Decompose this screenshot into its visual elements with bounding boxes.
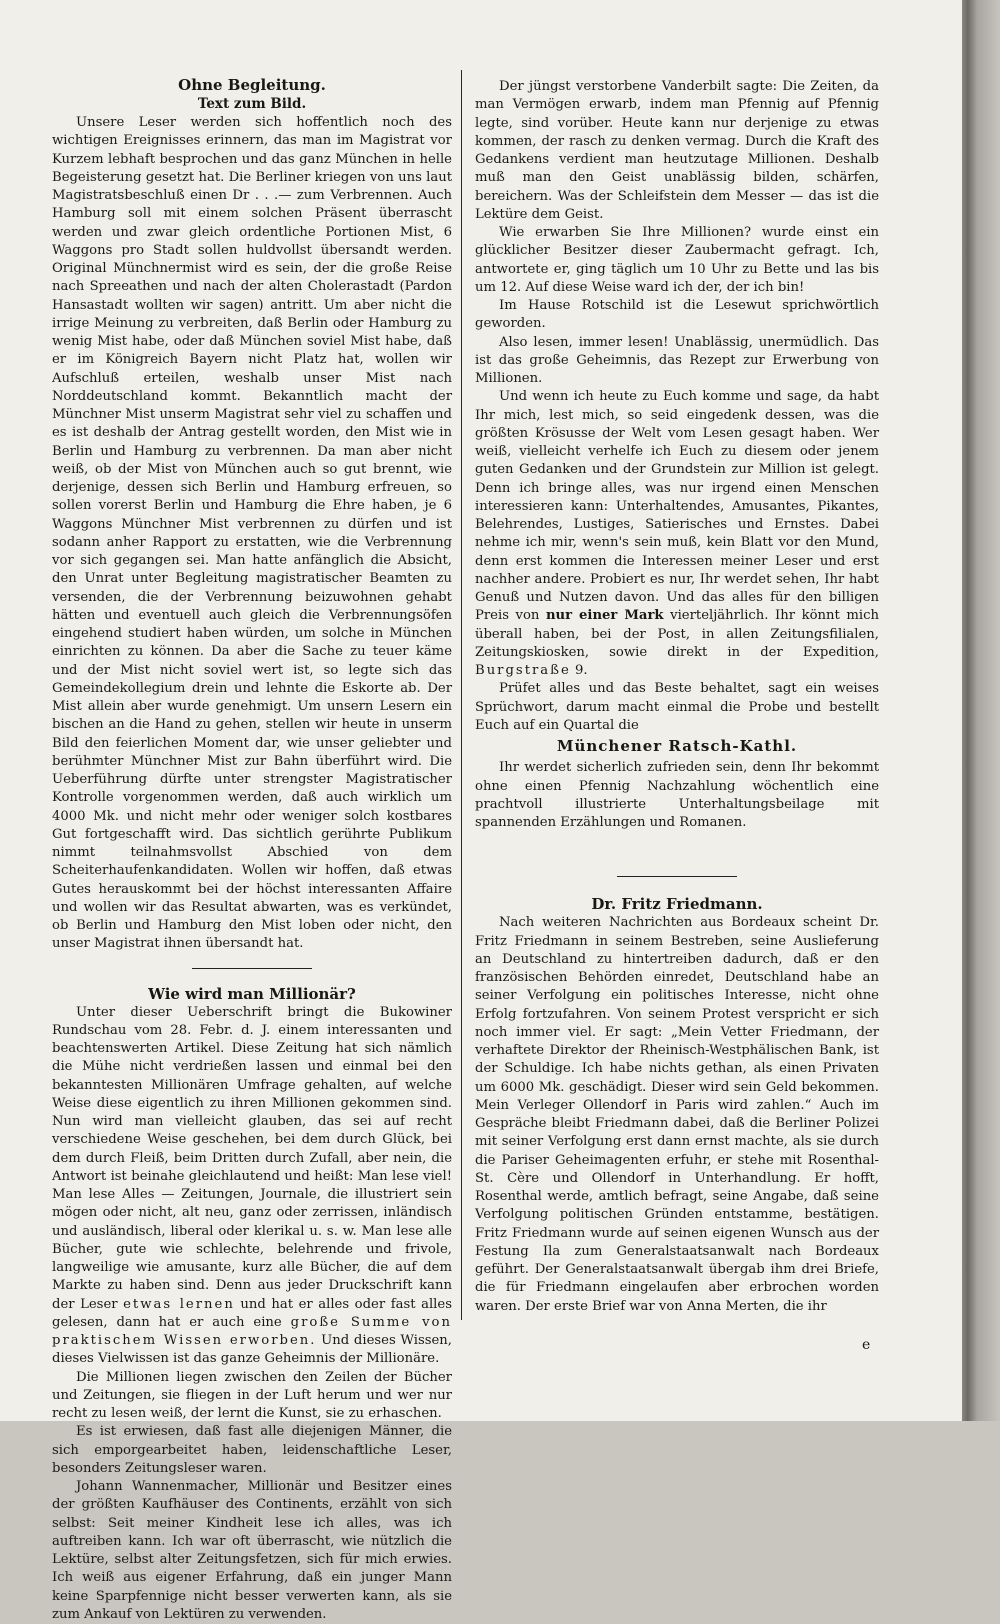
column-divider — [461, 70, 462, 1320]
millionaer-paragraph-8: Also lesen, immer lesen! Unablässig, unermüdlich. Das ist das große Geheimnis, das Rezept zur Erwerbung von Millionen. — [475, 334, 879, 386]
catchword: e — [862, 1337, 871, 1353]
article-body-friedmann: Nach weiteren Nachrichten aus Bordeaux scheint Dr. Fritz Friedmann in seinem Bestreben, seine Auslieferung an Deutschland zu hintertreiben dadurch, daß er den französischen Behörden einredet, Deutschland habe an seiner Verfolgung ein politisches Interesse, nicht ohne Erfolg fortzufahren. Von seinem Protest verspricht er sich noch immer viel. Er sagt: „Mein Vetter Friedmann, der verhaftete Direktor der Rheinisch-Westphälischen Bank, ist der Schuldige. Ich habe nichts gethan, als einen Privaten um 6000 Mk. geschädigt. Dieser wird sein Geld bekommen. Mein Verleger Ollendorf in Paris wird zahlen.“ Auch im Gespräche bleibt Friedmann dabei, daß die Berliner Polizei mit seiner Verfolgung erst dann ernst machte, als sie durch die Pariser Geheimagenten erfuhr, er stehe mit Rosenthal-St. Cère und Ollendorf in Unterhandlung. Er hofft, Rosenthal werde, amtlich befragt, seine Angabe, daß seine Verfolgung politischen Gründen entstamme, bestätigen. Fritz Friedmann wurde auf seinen eigenen Wunsch aus der Festung Ila zum Generalstaatsanwalt nach Bordeaux geführt. Der Generalstaatsanwalt übergab ihm drei Briefe, die für Friedmann eingelaufen aber erbrochen worden waren. Der erste Brief war von Anna Merten, die ihr — [475, 915, 879, 1314]
millionaer-paragraph-3: Es ist erwiesen, daß fast alle diejenigen Männer, die sich emporgearbeitet haben, leidenschaftliche Leser, besonders Zeitungsleser waren. — [52, 1424, 452, 1476]
article-title-ohne-begleitung: Ohne Begleitung. — [178, 76, 326, 94]
article-body-ohne-begleitung: Unsere Leser werden sich hoffentlich noch des wichtigen Ereignisses erinnern, das man im Magistrat vor Kurzem lebhaft besprochen und das ganz München in helle Begeisterung gesetzt hat. Die Berliner kriegen von uns laut Magistratsbeschluß einen Dr . . .— zum Verbrennen. Auch Hamburg soll mit einem solchen Präsent überrascht werden und zwar gleich ordentliche Portionen Mist, 6 Waggons pro Stadt sollen huldvollst übersandt werden. Original Münchnermist wird es sein, der die große Reise nach Spreeathen und nach der alten Cholerastadt (Pardon Hansastadt wollten wir sagen) antritt. Um aber nicht die irrige Meinung zu verbreiten, daß Berlin oder Hamburg zu wenig Mist habe, oder daß München soviel Mist habe, daß er im Königreich Bayern nicht Platz hat, wollen wir Aufschluß erteilen, weshalb unser Mist nach Norddeutschland kommt. Bekanntlich macht der Münchner Mist unserm Magistrat sehr viel zu schaffen und es ist deshalb der Antrag gestellt worden, den Mist wie in Berlin und Hamburg zu verbrennen. Da man aber nicht weiß, ob der Mist von München auch so gut brennt, wie derjenige, dessen sich Berlin und Hamburg erfreuen, so sollen vorerst Berlin und Hamburg die Ehre haben, je 6 Waggons Münchner Mist verbrennen zu dürfen und ist sodann anher Rapport zu erstatten, wie die Verbrennung vor sich gegangen sei. Man hatte anfänglich die Absicht, den Unrat unter Begleitung magistratischer Beamten zu versenden, die der Verbrennung beizuwohnen gehabt hätten und eventuell auch gleich die Verbrennungsöfen eingehend studiert haben würden, um solche in München einrichten zu können. Da aber die Sache zu teuer käme und der Mist nicht soviel wert ist, so legte sich das Gemeindekollegium drein und lehnte die Eskorte ab. Der Mist allein aber wurde genehmigt. Um unsern Lesern ein bischen an die Hand zu gehen, stellen wir heute in unserm Bild den feierlichen Moment dar, wie unser geliebter und berühmter Münchner Mist zur Bahn überführt wird. Die Ueberführung dürfte unter strengster Magistratischer Kontrolle vorgenommen werden, daß auch wirklich um 4000 Mk. und nicht mehr oder weniger solch kostbares Gut fortgeschafft wird. Das sichtlich gerührte Publikum nimmt teilnahmsvollst Abschied von dem Scheiterhaufenkandidaten. Wollen wir hoffen, daß etwas Gutes herauskommt bei der höchst interessanten Affaire und wollen wir das Resultat abwarten, was es verkündet, ob Berlin und Hamburg den Mist loben oder nicht, den unser Magistrat ihnen übersandt hat. — [52, 115, 452, 952]
article-title-millionaer: Wie wird man Millionär? — [148, 984, 356, 1003]
millionaer-paragraph-2: Die Millionen liegen zwischen den Zeilen der Bücher und Zeitungen, sie fliegen in der Luft herum und wer nur recht zu lesen weiß, der lernt die Kunst, sie zu erhaschen. — [52, 1369, 452, 1421]
right-column — [475, 78, 879, 1316]
millionaer-paragraph-7: Im Hause Rotschild ist die Lesewut sprichwörtlich geworden. — [475, 298, 879, 332]
millionaer-paragraph-11: Ihr werdet sicherlich zufrieden sein, denn Ihr bekommt ohne einen Pfennig Nachzahlung wöchentlich eine prachtvoll illustrierte Unterhaltungsbeilage mit spannenden Erzählungen und Romanen. — [475, 760, 879, 830]
page-edge-shadow — [962, 0, 1000, 1421]
left-column — [52, 76, 452, 1622]
article-title-friedmann: Dr. Fritz Friedmann. — [591, 895, 763, 914]
millionaer-paragraph-9: Und wenn ich heute zu Euch komme und sage, da habt Ihr mich, lest mich, so seid eingedenk dessen, was die größten Krösusse der Welt vom Lesen gesagt haben. Wer weiß, vielleicht verhelfe ich Euch zu diesem oder jenem guten Gedanken und der Grundstein zur Million ist gelegt. Denn ich bringe alles, was nur irgend einen Menschen interessieren kann: Unterhaltendes, Amusantes, Pikantes, Belehrendes, Lustiges, Satierisches und Ernstes. Dabei nehme ich mir, wenn's sein muß, kein Blatt vor den Mund, denn erst kommen die Interessen meiner Leser und erst nachher andere. Probiert es nur, Ihr werdet sehen, Ihr habt Genuß und Nutzen davon. Und das alles für den billigen Preis von nur einer Mark vierteljährlich. Ihr könnt mich überall haben, bei der Post, in allen Zeitungsfilialen, Zeitungskiosken, sowie direkt in der Expedition, Burgstraße 9. — [475, 389, 879, 678]
section-divider — [192, 968, 312, 969]
millionaer-paragraph-1: Unter dieser Ueberschrift bringt die Bukowiner Rundschau vom 28. Febr. d. J. einem interessanten und beachtenswerten Artikel. Diese Zeitung hat sich nämlich die Mühe nicht verdrießen lassen und einmal bei den bekanntesten Millionären Umfrage gehalten, auf welche Weise diese eigentlich zu ihren Millionen gekommen sind. Nun wird man vielleicht glauben, das sei auf recht verschiedene Weise geschehen, bei dem durch Glück, bei dem durch Fleiß, beim Dritten durch Zufall, aber nein, die Antwort ist beinahe gleichlautend und heißt: Man lese viel! Man lese Alles — Zeitungen, Journale, die illustriert sein mögen oder nicht, alt neu, ganz oder zerrissen, inländisch und ausländisch, liberal oder klerikal u. s. w. Man lese alle Bücher, gute wie schlechte, belehrende und frivole, langweilige wie amusante, kurz alle Bücher, die auf dem Markte zu haben sind. Denn aus jeder Druckschrift kann der Leser etwas lernen und hat er alles oder fast alles gelesen, dann hat er auch eine große Summe von praktischem Wissen erworben. Und dieses Wissen, dieses Vielwissen ist das ganze Geheimnis der Millionäre. — [52, 1004, 452, 1367]
newspaper-masthead: Münchener Ratsch-Kathl. — [556, 737, 798, 755]
millionaer-paragraph-4: Johann Wannenmacher, Millionär und Besitzer eines der größten Kaufhäuser des Continents, erzählt von sich selbst: Seit meiner Kindheit lese ich alles, was ich auftreiben kann. Ich war oft überrascht, wie nützlich die Lektüre, selbst alter Zeitungsfetzen, sich für mich erwies. Ich weiß aus eigener Erfahrung, daß ein junger Mann keine Sparpfennige nicht besser verwerten kann, als sie zum Ankauf von Lektüren zu verwenden. — [52, 1479, 452, 1622]
millionaer-paragraph-10: Prüfet alles und das Beste behaltet, sagt ein weises Sprüchwort, darum macht einmal die Probe und bestellt Euch auf ein Quartal die — [475, 681, 879, 733]
section-divider — [617, 876, 737, 877]
millionaer-paragraph-6: Wie erwarben Sie Ihre Millionen? wurde einst ein glücklicher Besitzer dieser Zaubermacht gefragt. Ich, antwortete er, ging täglich um 10 Uhr zu Bette und las bis um 12. Auf diese Weise ward ich der, der ich bin! — [475, 225, 879, 295]
article-subtitle: Text zum Bild. — [197, 96, 307, 112]
millionaer-paragraph-5: Der jüngst verstorbene Vanderbilt sagte: Die Zeiten, da man Vermögen erwarb, indem man Pfennig auf Pfennig legte, sind vorüber. Heute kann nur derjenige zu etwas kommen, der rasch zu denken vermag. Durch die Kraft des Gedankens verdient man heutzutage Millionen. Deshalb muß man den Geist unablässig bilden, schärfen, bereichern. Was der Schleifstein dem Messer — das ist die Lektüre dem Geist. — [475, 79, 879, 222]
